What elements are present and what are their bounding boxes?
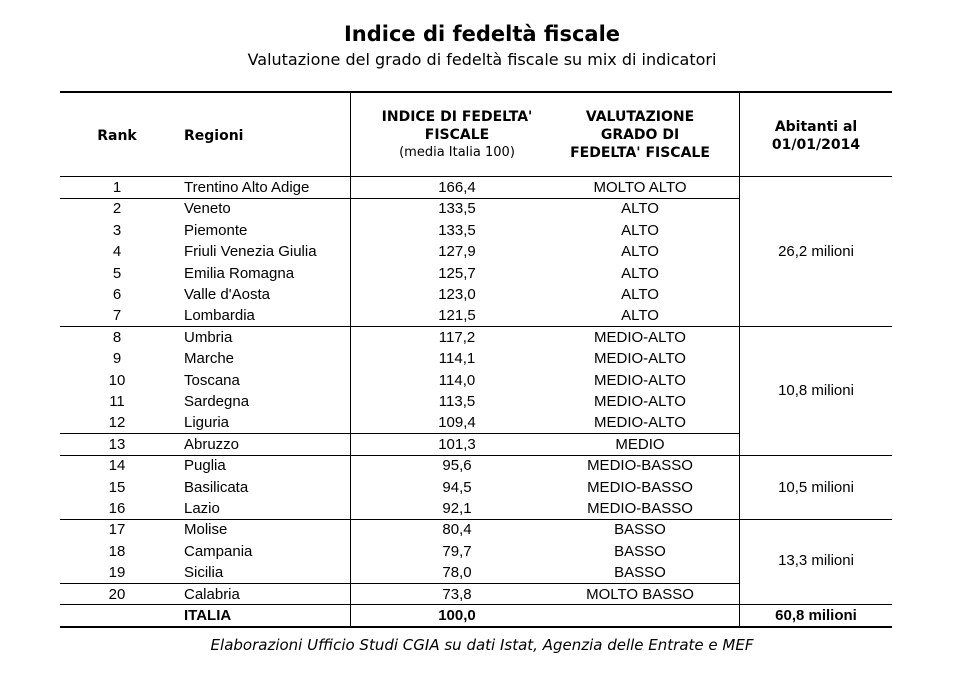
row-rating: ALTO (621, 265, 659, 282)
row-rank: 2 (112, 200, 122, 217)
row-rank: 5 (112, 265, 122, 282)
row-region: Abruzzo (184, 436, 240, 453)
total-label: ITALIA (184, 607, 232, 624)
header-index (352, 108, 562, 162)
population-group-3: 10,5 milioni (778, 479, 854, 496)
row-region: Liguria (184, 414, 230, 431)
row-rank: 20 (108, 586, 126, 603)
header-population-line2: 01/01/2014 (771, 137, 861, 153)
row-index: 78,0 (442, 564, 472, 581)
source-footnote: Elaborazioni Ufficio Studi CGIA su dati Istat, Agenzia delle Entrate e MEF (210, 636, 754, 654)
header-index-line2: FISCALE (424, 127, 490, 143)
row-rating: ALTO (621, 243, 659, 260)
row-rating: BASSO (614, 543, 666, 560)
row-rating: MEDIO-ALTO (594, 414, 686, 431)
header-index-sub: (media Italia 100) (399, 145, 515, 160)
population-group-1: 26,2 milioni (778, 243, 854, 260)
row-region: Molise (184, 521, 228, 538)
row-rating: MEDIO-BASSO (587, 457, 693, 474)
row-rank: 11 (109, 393, 125, 410)
row-rating: MOLTO BASSO (586, 586, 694, 603)
row-region: Lazio (184, 500, 220, 517)
header-rating-line3: FEDELTA' FISCALE (570, 145, 710, 161)
header-regions: Regioni (184, 128, 244, 144)
row-rank: 8 (112, 329, 122, 346)
row-index: 101,3 (438, 436, 476, 453)
row-region: Campania (184, 543, 253, 560)
row-rank: 10 (108, 372, 126, 389)
row-rating: MEDIO-BASSO (587, 500, 693, 517)
row-index: 94,5 (442, 479, 472, 496)
row-rank: 1 (112, 179, 122, 196)
population-group-2: 10,8 milioni (778, 382, 854, 399)
header-rating (540, 108, 740, 162)
row-index: 114,1 (438, 350, 476, 367)
row-region: Calabria (184, 586, 240, 603)
row-region: Veneto (184, 200, 231, 217)
row-region: Lombardia (184, 307, 255, 324)
row-rating: BASSO (614, 521, 666, 538)
row-region: Friuli Venezia Giulia (184, 243, 317, 260)
page-subtitle: Valutazione del grado di fedeltà fiscale su mix di indicatori (247, 50, 717, 69)
group-divider (60, 455, 892, 456)
header-population-line1: Abitanti al (774, 119, 858, 135)
row-rank: 9 (112, 350, 122, 367)
row-index: 80,4 (442, 521, 472, 538)
row-index: 123,0 (438, 286, 476, 303)
row-rating: MEDIO-ALTO (594, 372, 686, 389)
row-index: 114,0 (438, 372, 476, 389)
row-index: 127,9 (438, 243, 476, 260)
header-index-line1: INDICE DI FEDELTA' (381, 109, 533, 125)
table-bottom-border (60, 626, 892, 628)
row-rating: MEDIO-ALTO (594, 393, 686, 410)
row-rank: 15 (108, 479, 126, 496)
row-rating: ALTO (621, 286, 659, 303)
population-group-4: 13,3 milioni (778, 552, 854, 569)
row-rank: 14 (108, 457, 126, 474)
header-bottom-border (60, 176, 892, 177)
group-divider (60, 326, 892, 327)
row-rating: MEDIO-BASSO (587, 479, 693, 496)
header-population (740, 118, 892, 154)
row-region: Sicilia (184, 564, 224, 581)
row-rating: ALTO (621, 222, 659, 239)
row-region: Marche (184, 350, 235, 367)
row-index: 121,5 (438, 307, 476, 324)
row-index: 113,5 (438, 393, 476, 410)
header-rating-line1: VALUTAZIONE (585, 109, 695, 125)
row-rating: MEDIO-ALTO (594, 350, 686, 367)
group-divider (60, 433, 740, 434)
row-rank: 13 (108, 436, 126, 453)
row-rating: ALTO (621, 200, 659, 217)
row-index: 79,7 (442, 543, 472, 560)
total-top-border (60, 604, 892, 605)
table-top-border (60, 91, 892, 93)
row-region: Puglia (184, 457, 226, 474)
header-rating-line2: GRADO DI (600, 127, 680, 143)
group-divider (60, 583, 740, 584)
row-index: 73,8 (442, 586, 472, 603)
row-index: 133,5 (438, 222, 476, 239)
row-rating: BASSO (614, 564, 666, 581)
row-region: Sardegna (184, 393, 250, 410)
row-rank: 17 (108, 521, 126, 538)
row-index: 95,6 (442, 457, 472, 474)
row-region: Basilicata (184, 479, 249, 496)
row-region: Trentino Alto Adige (184, 179, 310, 196)
row-rank: 4 (112, 243, 122, 260)
row-index: 166,4 (438, 179, 476, 196)
row-rank: 7 (112, 307, 122, 324)
page-title: Indice di fedeltà fiscale (343, 22, 621, 46)
row-index: 109,4 (438, 414, 476, 431)
column-divider (350, 92, 351, 627)
row-rank: 12 (108, 414, 126, 431)
row-region: Toscana (184, 372, 240, 389)
row-rating: MOLTO ALTO (593, 179, 687, 196)
row-rank: 6 (112, 286, 122, 303)
row-region: Emilia Romagna (184, 265, 295, 282)
row-rank: 18 (108, 543, 126, 560)
row-rating: MEDIO (615, 436, 665, 453)
row-rank: 19 (108, 564, 126, 581)
total-index: 100,0 (438, 607, 476, 624)
group-divider (60, 519, 892, 520)
row-rank: 3 (112, 222, 122, 239)
row-region: Piemonte (184, 222, 248, 239)
column-divider (739, 92, 740, 627)
row-index: 92,1 (442, 500, 472, 517)
row-index: 117,2 (438, 329, 476, 346)
row-index: 125,7 (438, 265, 476, 282)
row-index: 133,5 (438, 200, 476, 217)
header-rank: Rank (97, 128, 137, 144)
row-region: Valle d'Aosta (184, 286, 270, 303)
row-rating: ALTO (621, 307, 659, 324)
group-divider (60, 198, 740, 199)
row-region: Umbria (184, 329, 233, 346)
total-population: 60,8 milioni (775, 607, 857, 624)
row-rank: 16 (108, 500, 126, 517)
row-rating: MEDIO-ALTO (594, 329, 686, 346)
